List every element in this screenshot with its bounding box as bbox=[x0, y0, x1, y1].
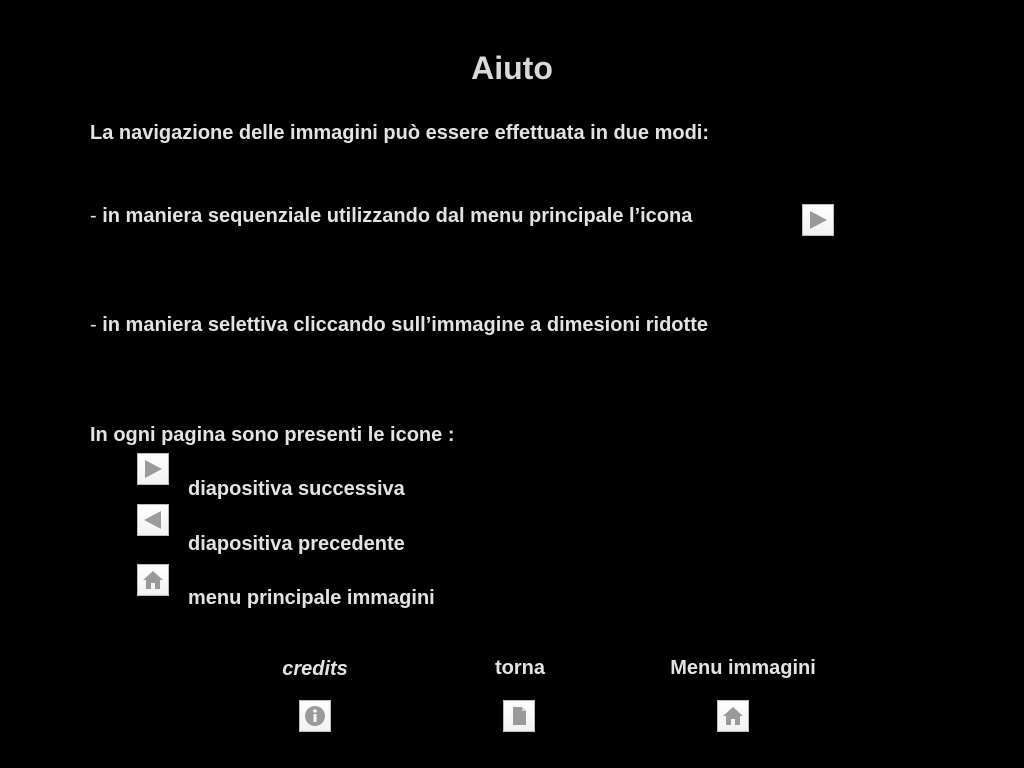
menu-images-link[interactable]: Menu immagini bbox=[670, 657, 816, 679]
info-icon bbox=[303, 704, 327, 728]
page-title: Aiuto bbox=[471, 50, 553, 86]
legend-label-home: menu principale immagini bbox=[188, 587, 435, 609]
bullet-dash: - bbox=[90, 205, 97, 227]
credits-button[interactable] bbox=[299, 700, 331, 732]
credits-link[interactable]: credits bbox=[282, 658, 348, 680]
legend-home-button[interactable] bbox=[137, 564, 169, 596]
legend-label-prev: diapositiva precedente bbox=[188, 533, 405, 555]
document-icon bbox=[507, 704, 531, 728]
play-next-icon bbox=[141, 457, 165, 481]
legend-label-next: diapositiva successiva bbox=[188, 478, 405, 500]
mode-sequential-text: in maniera sequenziale utilizzando dal menu principale l’icona bbox=[96, 205, 693, 227]
bullet-dash: - bbox=[90, 314, 97, 336]
mode-sequential-line bbox=[90, 205, 692, 228]
legend-next-button[interactable] bbox=[137, 453, 169, 485]
intro-text: La navigazione delle immagini può essere effettuata in due modi: bbox=[90, 122, 710, 144]
home-icon bbox=[141, 568, 165, 592]
menu-images-button[interactable] bbox=[717, 700, 749, 732]
mode-selective-line bbox=[90, 314, 708, 337]
back-button[interactable] bbox=[503, 700, 535, 732]
play-prev-icon bbox=[141, 508, 165, 532]
icons-intro-text: In ogni pagina sono presenti le icone : bbox=[90, 424, 455, 446]
play-next-icon bbox=[806, 208, 830, 232]
mode-selective-text: in maniera selettiva cliccando sull’immagine a dimesioni ridotte bbox=[96, 314, 708, 336]
sequential-next-button[interactable] bbox=[802, 204, 834, 236]
back-link[interactable]: torna bbox=[495, 657, 545, 679]
home-icon bbox=[721, 704, 745, 728]
legend-prev-button[interactable] bbox=[137, 504, 169, 536]
